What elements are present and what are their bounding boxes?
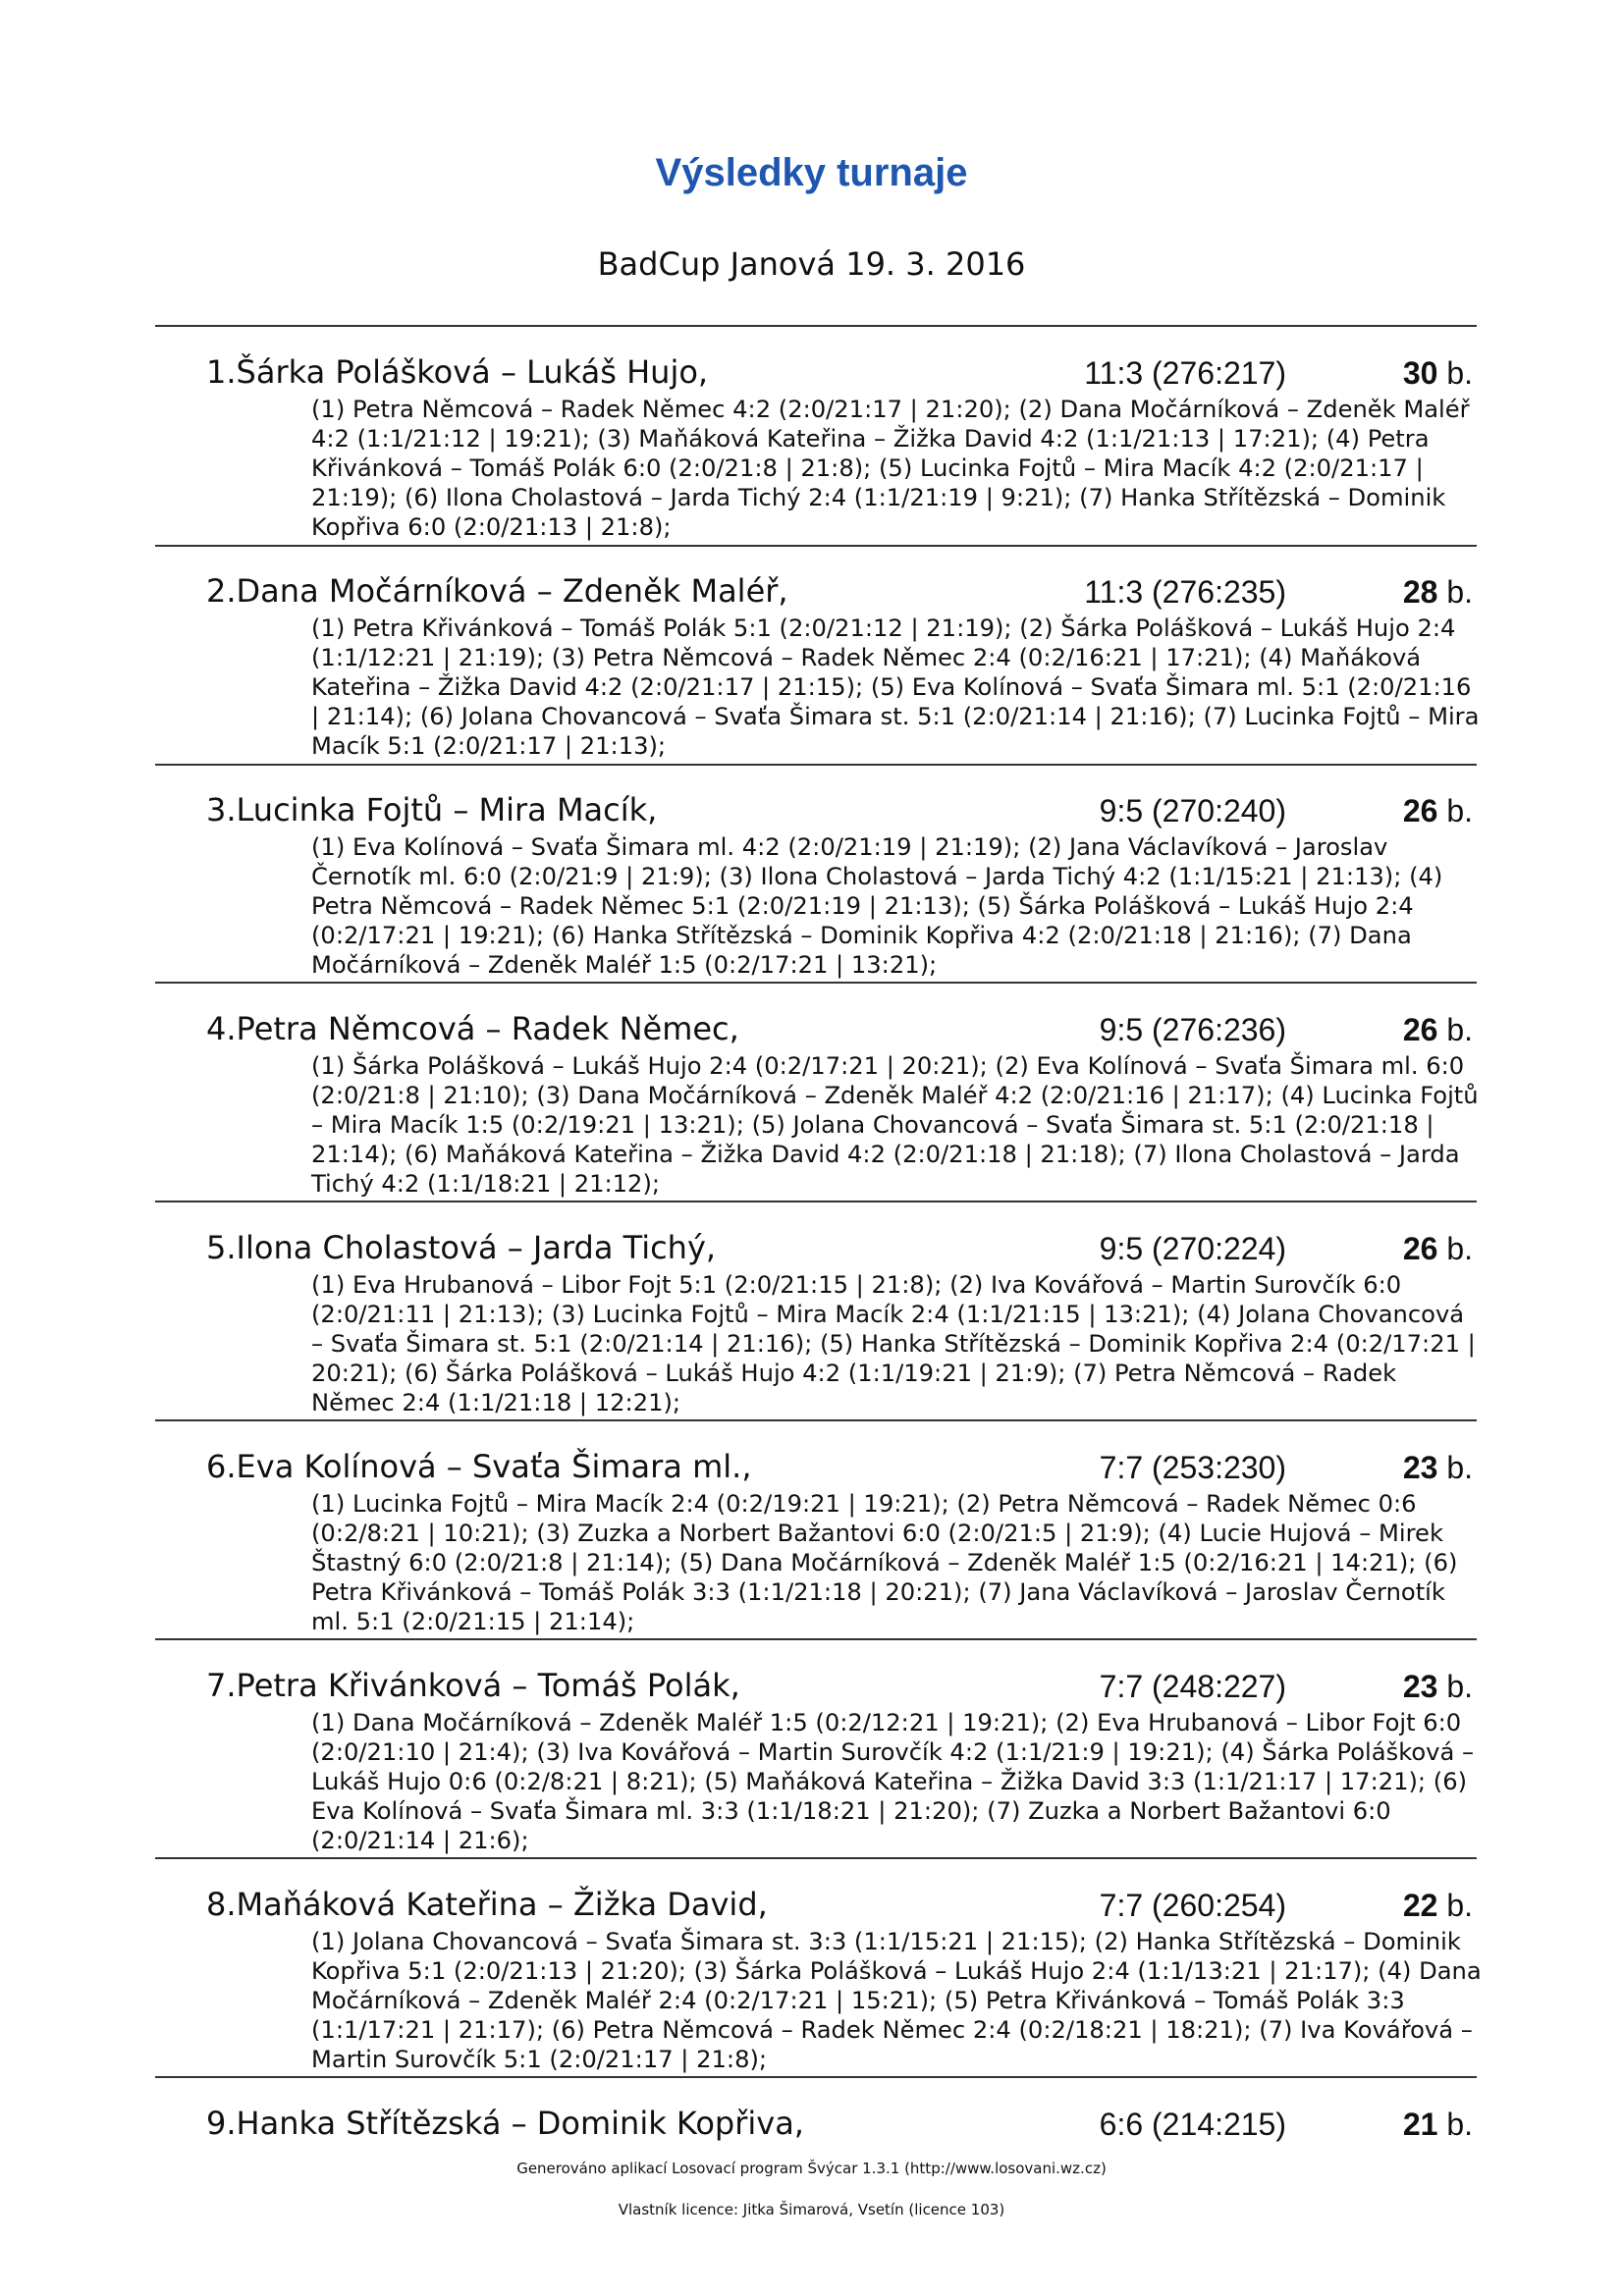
match-details: (1) Petra Křivánková – Tomáš Polák 5:1 (2:0/21:12 | 21:19); (2) Šárka Polášková – Lukáš Hujo 2:4 (1:1/12:21 | 21:19); (3) Petra Němcová – Radek Němec 2:4 (0:2/16:21 | 17:21); (4) Maňáková Kateřina – Žižka David 4:2 (2:0/21:17 | 21:15); (5) Eva Kolínová – Svaťa Šimara ml. 5:1 (2:0/21:16 | 21:14); (6) Jolana Chovancová – Svaťa Šimara st. 5:1 (2:0/21:14 | 21:16); (7) Lucinka Fojtů – Mira Macík 5:1 (2:0/21:17 | 21:13); [311,614,1480,760]
team-name: 8.Maňáková Kateřina – Žižka David, [206,1886,768,1923]
points-unit: b. [1446,1669,1473,1704]
entry-header [206,1667,1473,1710]
result-entry-6 [206,1448,1473,1644]
divider [155,764,1477,766]
match-details: (1) Eva Kolínová – Svaťa Šimara ml. 4:2 (2:0/21:19 | 21:19); (2) Jana Václavíková – Jaroslav Černotík ml. 6:0 (2:0/21:9 | 21:9); (3) Ilona Cholastová – Jarda Tichý 4:2 (1:1/15:21 | 21:13); (4) Petra Němcová – Radek Němec 5:1 (2:0/21:19 | 21:13); (5) Šárka Polášková – Lukáš Hujo 2:4 (0:2/17:21 | 19:21); (6) Hanka Střítězská – Dominik Kopřiva 4:2 (2:0/21:18 | 21:16); (7) Dana Močárníková – Zdeněk Maléř 1:5 (0:2/17:21 | 13:21); [311,833,1443,979]
match-score: 7:7 (260:254) [1099,1888,1286,1923]
match-details: (1) Eva Hrubanová – Libor Fojt 5:1 (2:0/21:15 | 21:8); (2) Iva Kovářová – Martin Surovčík 6:0 (2:0/21:11 | 21:13); (3) Lucinka Fojtů – Mira Macík 2:4 (1:1/21:15 | 13:21); (4) Jolana Chovancová – Svaťa Šimara st. 5:1 (2:0/21:14 | 21:16); (5) Hanka Střítězská – Dominik Kopřiva 2:4 (0:2/17:21 | 20:21); (6) Šárka Polášková – Lukáš Hujo 4:2 (1:1/19:21 | 21:9); (7) Petra Němcová – Radek Němec 2:4 (1:1/21:18 | 12:21); [311,1271,1476,1416]
match-details: (1) Dana Močárníková – Zdeněk Maléř 1:5 (0:2/12:21 | 19:21); (2) Eva Hrubanová – Libor Fojt 6:0 (2:0/21:10 | 21:4); (3) Iva Kovářová – Martin Surovčík 4:2 (1:1/21:9 | 19:21); (4) Šárka Polášková – Lukáš Hujo 0:6 (0:2/8:21 | 8:21); (5) Maňáková Kateřina – Žižka David 3:3 (1:1/21:17 | 17:21); (6) Eva Kolínová – Svaťa Šimara ml. 3:3 (1:1/18:21 | 21:20); (7) Zuzka a Norbert Bažantovi 6:0 (2:0/21:14 | 21:6); [311,1709,1475,1854]
result-entry-7 [206,1667,1473,1863]
points-value: 23 [1402,1669,1438,1704]
match-score: 11:3 (276:217) [1084,355,1286,391]
team-name: 5.Ilona Cholastová – Jarda Tichý, [206,1229,717,1266]
match-score: 7:7 (248:227) [1099,1669,1286,1704]
team-name: 6.Eva Kolínová – Svaťa Šimara ml., [206,1448,752,1485]
points-unit: b. [1446,355,1473,391]
match-score: 7:7 (253:230) [1099,1450,1286,1485]
points-value: 22 [1402,1888,1438,1923]
points-unit: b. [1446,1888,1473,1923]
points [1403,574,1473,611]
footer-license: Vlastník licence: Jitka Šimarová, Vsetín (licence 103) [618,2201,1005,2218]
team-name: 1.Šárka Polášková – Lukáš Hujo, [206,353,709,391]
match-score: 11:3 (276:235) [1084,574,1286,610]
divider [155,1638,1477,1640]
match-score: 9:5 (270:224) [1099,1231,1286,1266]
divider [155,982,1477,984]
points [1403,2107,1473,2143]
points-unit: b. [1446,574,1473,610]
entry-header [206,572,1473,615]
points [1403,1888,1473,1924]
footer-generated: Generováno aplikací Losovací program Švýcar 1.3.1 (http://www.losovani.wz.cz) [516,2160,1107,2177]
entry-header [206,1229,1473,1272]
result-entry-4 [206,1010,1479,1206]
points-unit: b. [1446,793,1473,828]
result-entry-9 [206,2105,1473,2154]
points [1403,1012,1473,1048]
match-details: (1) Petra Němcová – Radek Němec 4:2 (2:0/21:17 | 21:20); (2) Dana Močárníková – Zdeněk Maléř 4:2 (1:1/21:12 | 19:21); (3) Maňáková Kateřina – Žižka David 4:2 (1:1/21:13 | 17:21); (4) Petra Křivánková – Tomáš Polák 6:0 (2:0/21:8 | 21:8); (5) Lucinka Fojtů – Mira Macík 4:2 (2:0/21:17 | 21:19); (6) Ilona Cholastová – Jarda Tichý 2:4 (1:1/21:19 | 9:21); (7) Hanka Střítězská – Dominik Kopřiva 6:0 (2:0/21:13 | 21:8); [311,396,1470,541]
result-entry-8 [206,1886,1482,2082]
points [1403,793,1473,829]
entry-header [206,791,1473,834]
points-unit: b. [1446,1012,1473,1047]
points-value: 26 [1402,1012,1438,1047]
match-details: (1) Šárka Polášková – Lukáš Hujo 2:4 (0:2/17:21 | 20:21); (2) Eva Kolínová – Svaťa Šimara ml. 6:0 (2:0/21:8 | 21:10); (3) Dana Močárníková – Zdeněk Maléř 4:2 (2:0/21:16 | 21:17); (4) Lucinka Fojtů – Mira Macík 1:5 (0:2/19:21 | 13:21); (5) Jolana Chovancová – Svaťa Šimara st. 5:1 (2:0/21:18 | 21:14); (6) Maňáková Kateřina – Žižka David 4:2 (2:0/21:18 | 21:18); (7) Ilona Cholastová – Jarda Tichý 4:2 (1:1/18:21 | 21:12); [311,1052,1479,1198]
result-entry-3 [206,791,1473,988]
points-value: 26 [1402,793,1438,828]
match-score: 6:6 (214:215) [1099,2107,1286,2142]
points [1403,1669,1473,1705]
points-value: 21 [1402,2107,1438,2142]
points-value: 28 [1402,574,1438,610]
points-unit: b. [1446,1450,1473,1485]
divider [155,545,1477,547]
result-entry-5 [206,1229,1476,1425]
match-score: 9:5 (276:236) [1099,1012,1286,1047]
points [1403,355,1473,392]
result-entry-1 [206,353,1473,550]
divider [155,2076,1477,2078]
divider [155,325,1477,327]
divider [155,1201,1477,1202]
entry-header [206,1886,1473,1929]
entry-header [206,1010,1473,1053]
entry-header [206,2105,1473,2148]
divider [155,1419,1477,1421]
entry-header [206,353,1473,397]
tournament-subtitle: BadCup Janová 19. 3. 2016 [597,245,1026,283]
points-unit: b. [1446,2107,1473,2142]
entry-header [206,1448,1473,1491]
match-details: (1) Jolana Chovancová – Svaťa Šimara st. 3:3 (1:1/15:21 | 21:15); (2) Hanka Střítězská – Dominik Kopřiva 5:1 (2:0/21:13 | 21:20); (3) Šárka Polášková – Lukáš Hujo 2:4 (1:1/13:21 | 21:17); (4) Dana Močárníková – Zdeněk Maléř 2:4 (0:2/17:21 | 15:21); (5) Petra Křivánková – Tomáš Polák 3:3 (1:1/17:21 | 21:17); (6) Petra Němcová – Radek Němec 2:4 (0:2/18:21 | 18:21); (7) Iva Kovářová – Martin Surovčík 5:1 (2:0/21:17 | 21:8); [311,1928,1482,2073]
team-name: 3.Lucinka Fojtů – Mira Macík, [206,791,658,828]
team-name: 4.Petra Němcová – Radek Němec, [206,1010,739,1047]
result-entry-2 [206,572,1480,769]
points [1403,1450,1473,1486]
team-name: 2.Dana Močárníková – Zdeněk Maléř, [206,572,788,610]
page-title: Výsledky turnaje [655,151,968,194]
match-details: (1) Lucinka Fojtů – Mira Macík 2:4 (0:2/19:21 | 19:21); (2) Petra Němcová – Radek Němec 0:6 (0:2/8:21 | 10:21); (3) Zuzka a Norbert Bažantovi 6:0 (2:0/21:5 | 21:9); (4) Lucie Hujová – Mirek Štastný 6:0 (2:0/21:8 | 21:14); (5) Dana Močárníková – Zdeněk Maléř 1:5 (0:2/16:21 | 14:21); (6) Petra Křivánková – Tomáš Polák 3:3 (1:1/21:18 | 20:21); (7) Jana Václavíková – Jaroslav Černotík ml. 5:1 (2:0/21:15 | 21:14); [311,1490,1458,1635]
points-value: 26 [1402,1231,1438,1266]
team-name: 9.Hanka Střítězská – Dominik Kopřiva, [206,2105,804,2142]
match-score: 9:5 (270:240) [1099,793,1286,828]
points [1403,1231,1473,1267]
divider [155,1857,1477,1859]
points-unit: b. [1446,1231,1473,1266]
team-name: 7.Petra Křivánková – Tomáš Polák, [206,1667,740,1704]
points-value: 30 [1402,355,1438,391]
points-value: 23 [1402,1450,1438,1485]
